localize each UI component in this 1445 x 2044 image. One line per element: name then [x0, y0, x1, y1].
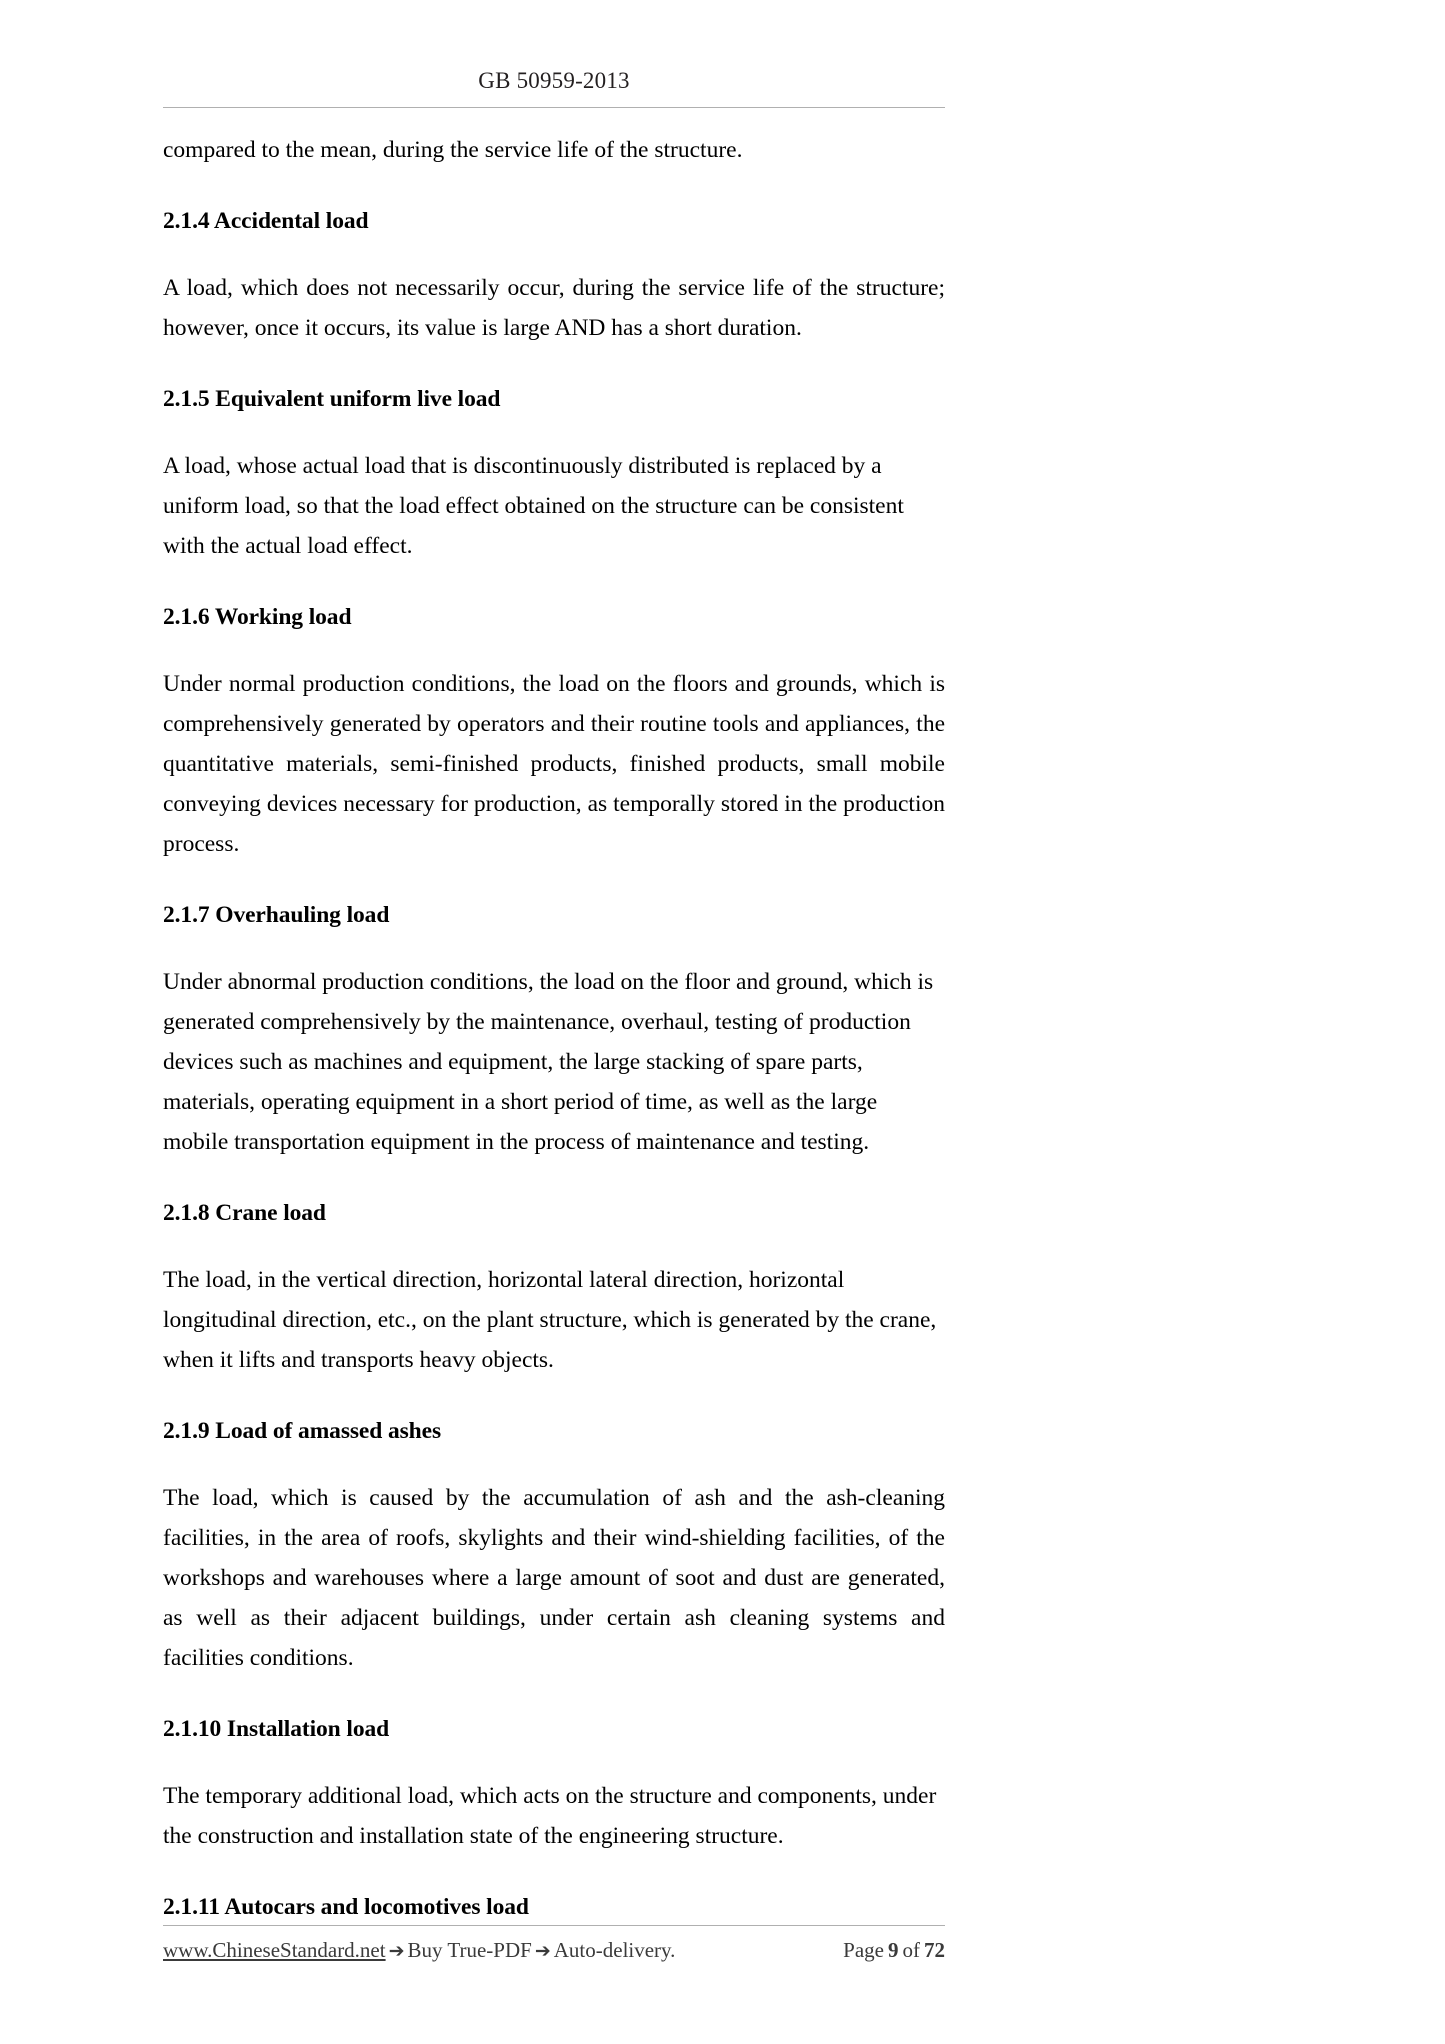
section-heading-2-1-7: 2.1.7 Overhauling load	[163, 902, 390, 929]
header-divider	[163, 107, 945, 108]
spacer	[163, 932, 945, 962]
spacer	[163, 238, 945, 268]
continued-paragraph: compared to the mean, during the service life of the structure.	[163, 137, 743, 164]
footer-divider	[163, 1925, 945, 1926]
section-body-2-1-8: The load, in the vertical direction, horizontal lateral direction, horizontal longitudinal direction, etc., on the plant structure, which is generated by the crane, when it lifts and transports heavy objects.	[163, 1267, 937, 1374]
spacer	[163, 1448, 945, 1478]
document-body	[163, 130, 945, 1924]
spacer	[163, 416, 945, 446]
section-body-2-1-4: A load, which does not necessarily occur, during the service life of the structure; however, once it occurs, its value is large AND has a short duration.	[163, 275, 945, 342]
spacer	[163, 170, 945, 204]
section-body-2-1-6: Under normal production conditions, the load on the floors and grounds, which is comprehensively generated by operators and their routine tools and appliances, the quantitative materials, semi-finished products, finished products, small mobile conveying devices necessary for production, as temporally stored in the production process.	[163, 671, 945, 858]
section-body-2-1-9: The load, which is caused by the accumulation of ash and the ash-cleaning facilities, in the area of roofs, skylights and their wind-shielding facilities, of the workshops and warehouses where a large amount of soot and dust are generated, as well as their adjacent buildings, under certain ash cleaning systems and facilities conditions.	[163, 1485, 945, 1672]
section-heading-2-1-4: 2.1.4 Accidental load	[163, 208, 369, 235]
section-heading-2-1-9: 2.1.9 Load of amassed ashes	[163, 1418, 442, 1445]
section-body-2-1-7: Under abnormal production conditions, the load on the floor and ground, which is generated comprehensively by the maintenance, overhaul, testing of production devices such as machines and equipment, the large stacking of spare parts, materials, operating equipment in a short period of time, as well as the large mobile transportation equipment in the process of maintenance and testing.	[163, 969, 934, 1156]
section-body-2-1-5: A load, whose actual load that is discontinuously distributed is replaced by a uniform load, so that the load effect obtained on the structure can be consistent with the actual load effect.	[163, 453, 904, 560]
header-standard-code: GB 50959-2013	[478, 68, 630, 93]
spacer	[163, 1380, 945, 1414]
spacer	[163, 634, 945, 664]
section-heading-2-1-5: 2.1.5 Equivalent uniform live load	[163, 386, 501, 413]
page-label: Page	[843, 1938, 884, 1962]
page-number: 9	[888, 1938, 899, 1962]
spacer	[163, 1856, 945, 1890]
footer-pagination	[843, 1938, 945, 1963]
arrow-right-icon-1: ➔	[388, 1940, 405, 1962]
spacer	[163, 1746, 945, 1776]
section-heading-2-1-6: 2.1.6 Working load	[163, 604, 352, 631]
spacer	[163, 1230, 945, 1260]
spacer	[163, 864, 945, 898]
spacer	[163, 566, 945, 600]
spacer	[163, 348, 945, 382]
footer-site-link[interactable]: www.ChineseStandard.net	[163, 1938, 386, 1962]
section-body-2-1-10: The temporary additional load, which acts on the structure and components, under the construction and installation state of the engineering structure.	[163, 1783, 937, 1850]
footer-promo	[163, 1938, 675, 1963]
total-pages: 72	[924, 1938, 945, 1962]
spacer	[163, 1678, 945, 1712]
page-footer	[163, 1938, 945, 1963]
page-header	[163, 0, 945, 93]
footer-promo-delivery: Auto-delivery.	[553, 1938, 676, 1962]
arrow-right-icon-2: ➔	[534, 1940, 551, 1962]
footer-promo-buy: Buy True-PDF	[407, 1938, 532, 1962]
section-heading-2-1-11: 2.1.11 Autocars and locomotives load	[163, 1894, 529, 1921]
of-label: of	[902, 1938, 920, 1962]
page-content-column	[163, 0, 945, 1924]
spacer	[163, 1162, 945, 1196]
section-heading-2-1-10: 2.1.10 Installation load	[163, 1716, 390, 1743]
section-heading-2-1-8: 2.1.8 Crane load	[163, 1200, 326, 1227]
